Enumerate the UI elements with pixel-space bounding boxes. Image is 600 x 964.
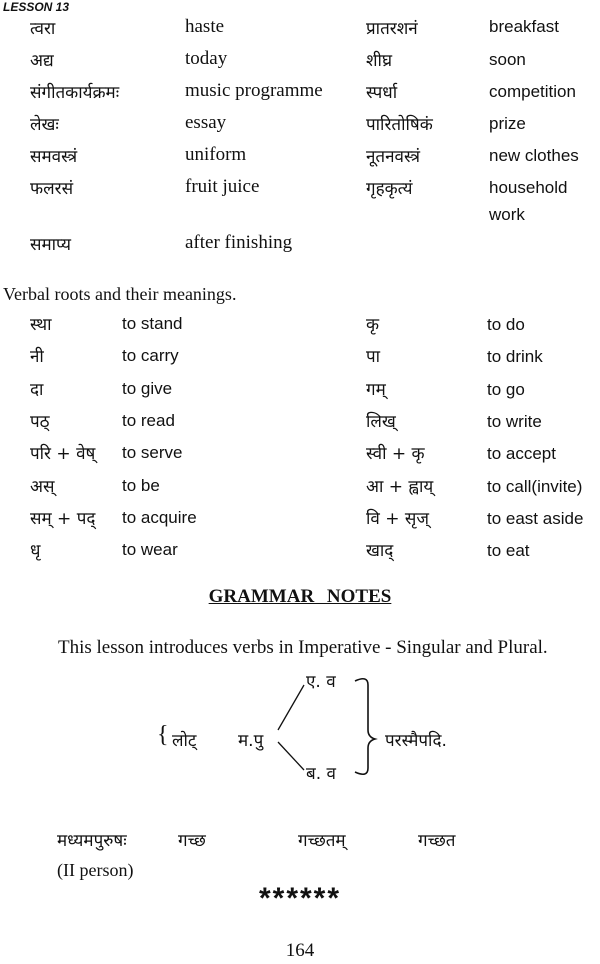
intro-text: This lesson introduces verbs in Imperative - Singular and Plural. xyxy=(58,637,548,658)
diagram-mapu: म.पु xyxy=(238,731,264,751)
vocab-sanskrit-right: स्पर्धा xyxy=(366,83,398,103)
root-sanskrit-left: नी xyxy=(30,347,44,367)
root-sanskrit-right: गम् xyxy=(366,380,386,400)
vocab-sanskrit-right: प्रातरशनं xyxy=(366,19,418,39)
root-meaning-left: to give xyxy=(122,379,173,398)
root-sanskrit-left: धृ xyxy=(30,541,41,561)
root-meaning-right: to call(invite) xyxy=(487,477,583,496)
vocab-sanskrit-left: समाप्य xyxy=(30,235,72,255)
root-sanskrit-right: कृ xyxy=(366,315,380,335)
root-meaning-right: to write xyxy=(487,412,542,431)
root-meaning-right: to drink xyxy=(487,347,543,366)
vocab-english-left: essay xyxy=(185,112,227,133)
example-form: गच्छ xyxy=(178,831,206,851)
root-meaning-right: to do xyxy=(487,315,525,334)
diagram-parasmaipadi: परस्मैपदि. xyxy=(385,731,447,751)
vocab-english-right: competition xyxy=(489,82,576,101)
vocab-english-right: prize xyxy=(489,114,526,133)
root-sanskrit-left: परि + वेष् xyxy=(30,444,96,464)
vocab-sanskrit-left: त्वरा xyxy=(30,19,56,39)
root-meaning-right: to east aside xyxy=(487,509,584,528)
verbal-roots-heading: Verbal roots and their meanings. xyxy=(3,284,237,304)
branch-line-lower xyxy=(278,742,304,770)
closing-brace xyxy=(355,679,375,775)
root-meaning-right: to go xyxy=(487,380,525,399)
vocab-english-left: uniform xyxy=(185,144,247,165)
root-sanskrit-left: अस् xyxy=(30,477,55,497)
vocab-sanskrit-left: फलरसं xyxy=(30,179,74,199)
root-sanskrit-left: पठ् xyxy=(30,412,50,432)
vocab-english-left: today xyxy=(185,48,228,69)
root-meaning-left: to read xyxy=(122,411,175,430)
root-sanskrit-right: आ + ह्वाय् xyxy=(366,477,434,497)
vocab-english-left: music programme xyxy=(185,80,323,101)
diagram-lot: लोट् xyxy=(172,731,197,751)
root-meaning-right: to accept xyxy=(487,444,556,463)
vocab-english-right: household xyxy=(489,178,568,197)
root-sanskrit-right: लिख् xyxy=(366,412,396,432)
vocab-sanskrit-left: लेखः xyxy=(30,115,59,135)
vocab-sanskrit-left: संगीतकार्यक्रमः xyxy=(30,83,120,103)
vocab-sanskrit-left: समवस्त्रं xyxy=(30,147,78,167)
root-sanskrit-right: वि + सृज् xyxy=(366,509,430,529)
root-meaning-right: to eat xyxy=(487,541,530,560)
vocab-english-left: fruit juice xyxy=(185,176,260,197)
example-label: मध्यमपुरुषः xyxy=(57,831,127,851)
vocab-sanskrit-right: गृहकृत्यं xyxy=(366,179,413,199)
person-note: (II person) xyxy=(57,860,134,880)
vocab-english-right: soon xyxy=(489,50,526,69)
vocab-english-left: after finishing xyxy=(185,232,293,253)
example-form: गच्छत xyxy=(418,831,456,851)
root-sanskrit-left: सम् + पद् xyxy=(30,509,96,529)
root-sanskrit-right: खाद् xyxy=(366,541,394,561)
grammar-notes-heading: GRAMMAR NOTES xyxy=(208,586,392,607)
root-meaning-left: to carry xyxy=(122,346,179,365)
root-meaning-left: to wear xyxy=(122,540,178,559)
page-number: 164 xyxy=(285,940,315,961)
root-meaning-left: to serve xyxy=(122,443,183,462)
vocab-english-right-continued: work xyxy=(489,205,525,224)
vocab-english-right: new clothes xyxy=(489,146,579,165)
example-form: गच्छतम् xyxy=(298,831,346,851)
branch-line-upper xyxy=(278,685,304,730)
diagram-plural: ब. व xyxy=(306,764,336,784)
root-meaning-left: to be xyxy=(122,476,160,495)
root-sanskrit-right: स्वी + कृ xyxy=(366,444,425,464)
root-meaning-left: to acquire xyxy=(122,508,197,527)
vocab-sanskrit-right: पारितोषिकं xyxy=(366,115,433,135)
vocab-sanskrit-left: अद्य xyxy=(30,51,54,71)
vocab-sanskrit-right: नूतनवस्त्रं xyxy=(366,147,421,167)
stars-divider: ****** xyxy=(258,882,342,915)
open-brace: { xyxy=(157,722,169,748)
vocab-english-right: breakfast xyxy=(489,17,559,36)
root-meaning-left: to stand xyxy=(122,314,183,333)
vocab-sanskrit-right: शीघ्र xyxy=(366,51,393,71)
root-sanskrit-left: स्था xyxy=(30,315,52,335)
vocab-english-left: haste xyxy=(185,16,225,37)
lesson-label: LESSON 13 xyxy=(3,0,70,14)
root-sanskrit-left: दा xyxy=(30,380,44,400)
diagram-singular: ए. व xyxy=(306,672,336,692)
root-sanskrit-right: पा xyxy=(366,347,381,367)
